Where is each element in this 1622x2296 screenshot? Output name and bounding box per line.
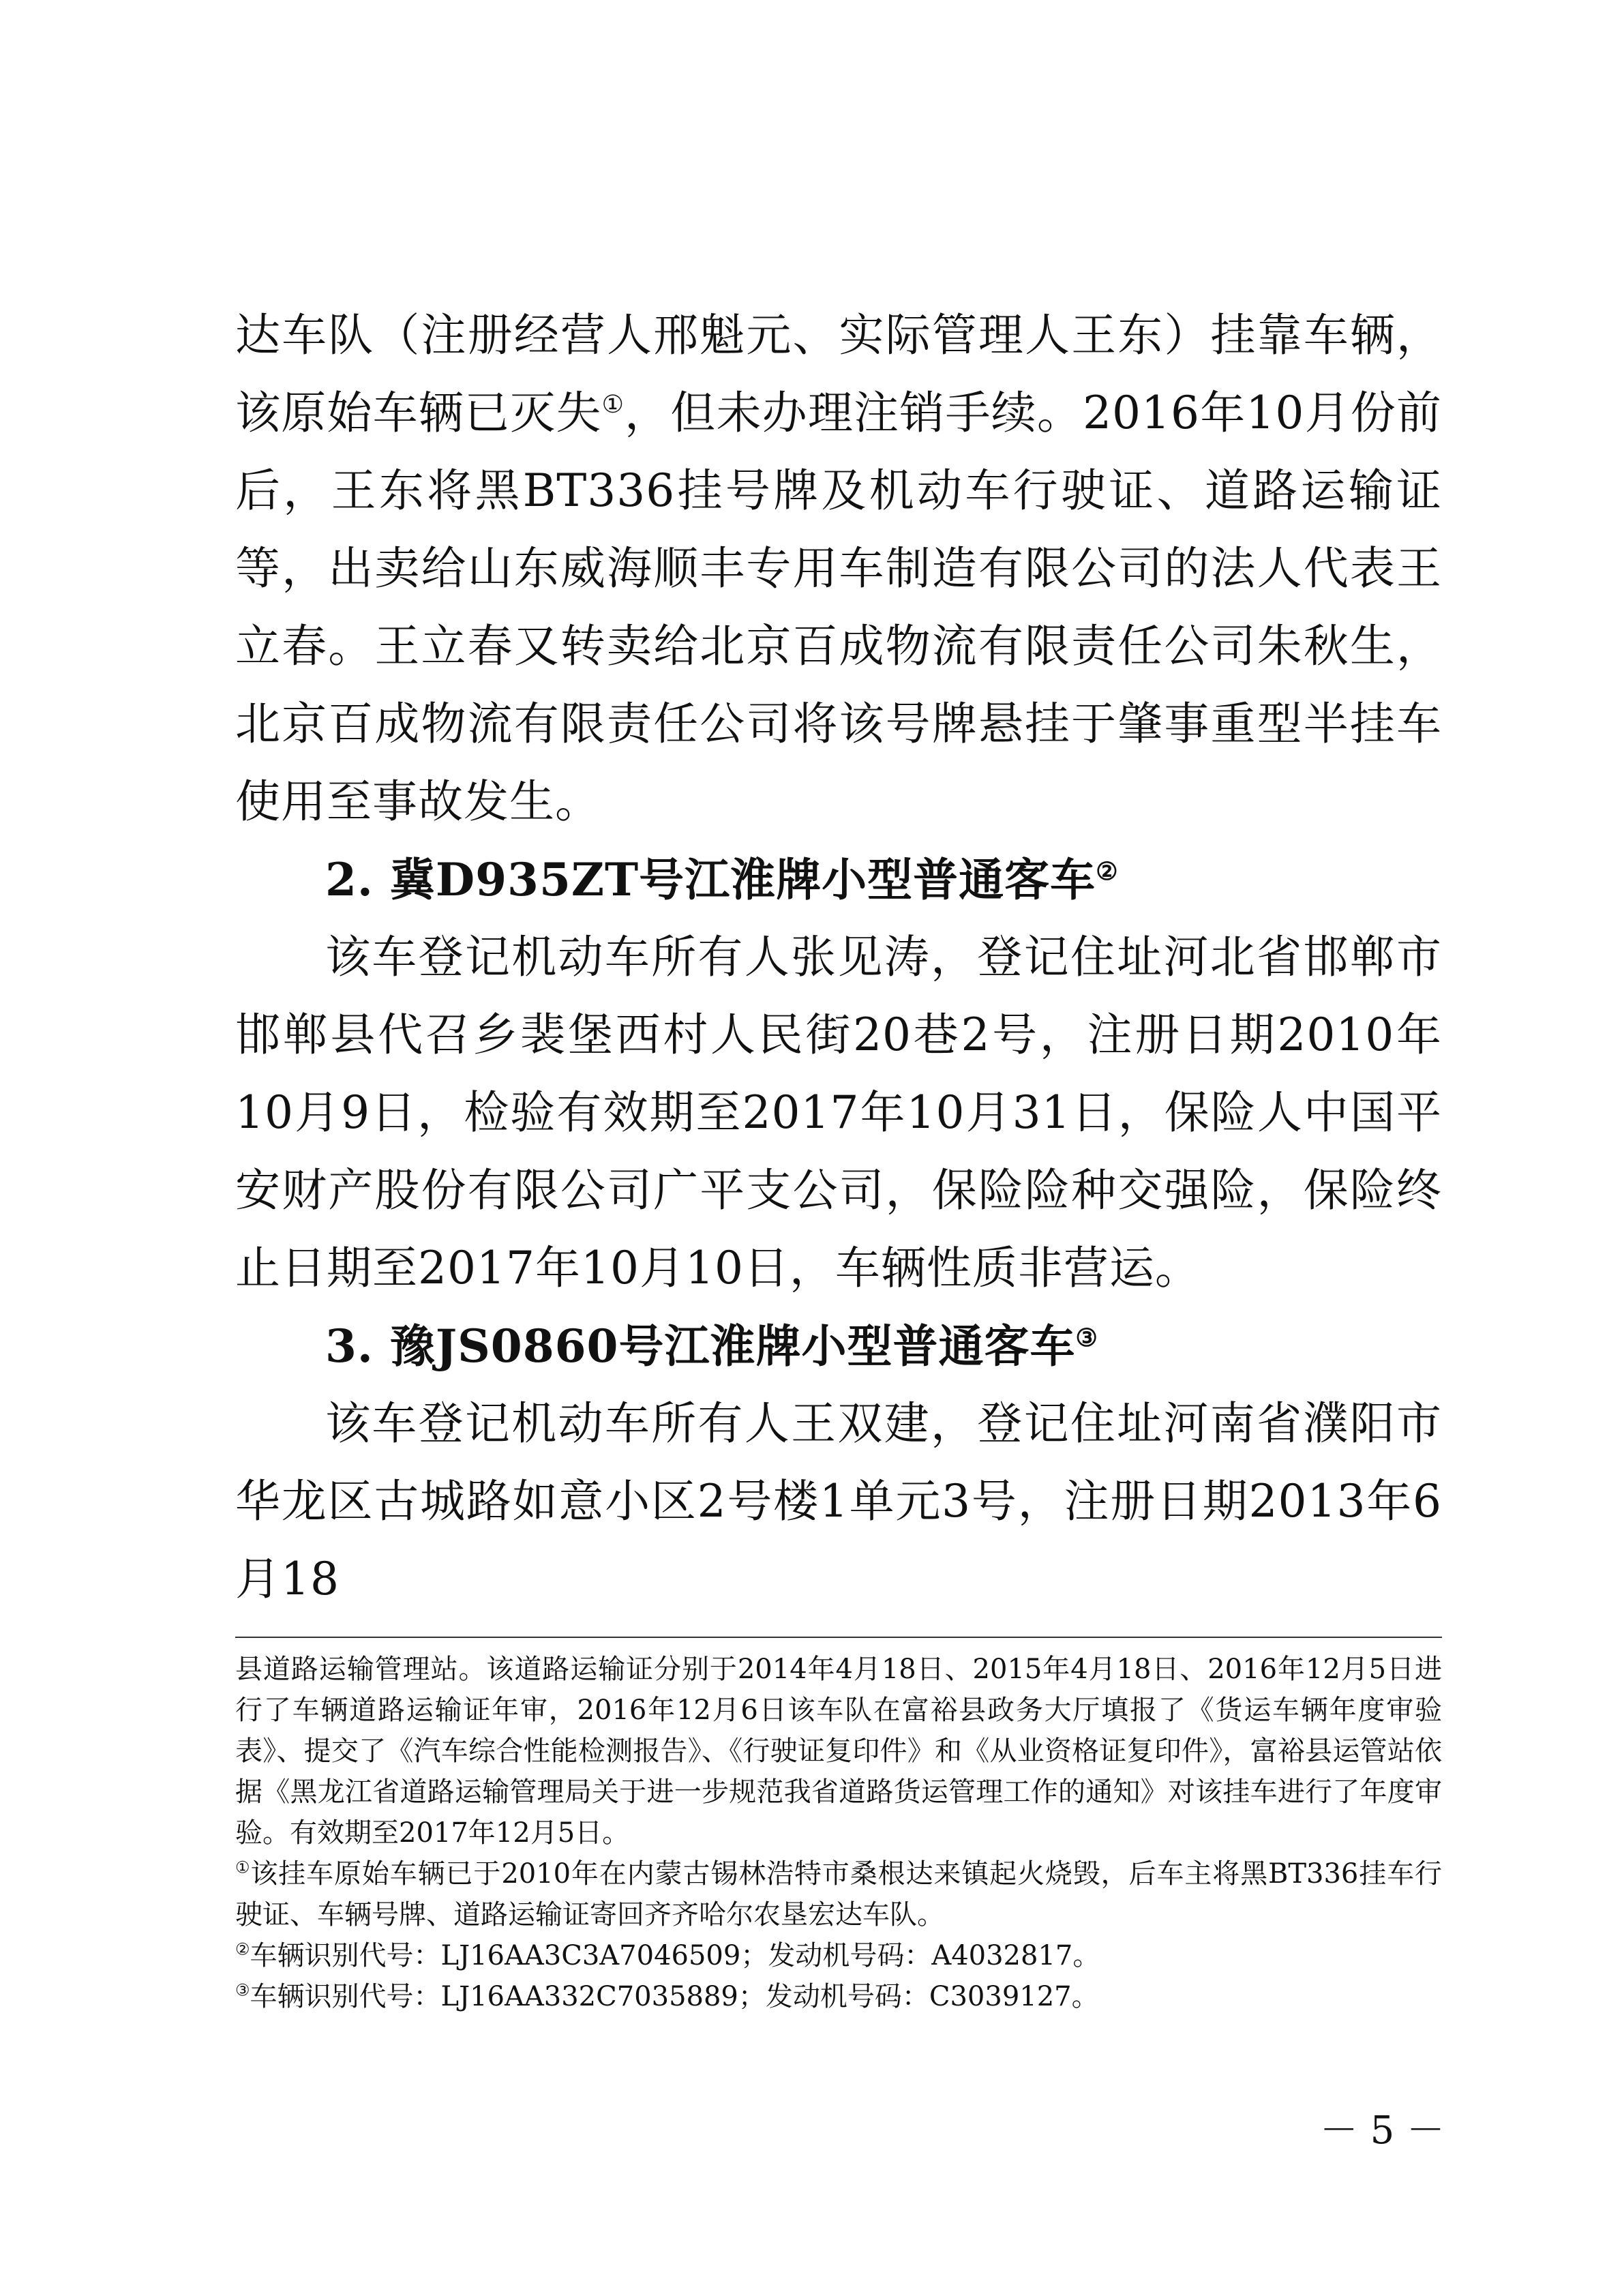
- footnote-separator: [235, 1637, 1442, 1638]
- footnote-1: ①该挂车原始车辆已于2010年在内蒙古锡林浩特市桑根达来镇起火烧毁，后车主将黑BT336挂车行驶证、车辆号牌、道路运输证寄回齐齐哈尔农垦宏达车队。: [235, 1858, 1443, 1930]
- heading-vehicle-2: 2. 冀D935ZT号江淮牌小型普通客车②: [325, 853, 1119, 906]
- footnote-continuation: 县道路运输管理站。该道路运输证分别于2014年4月18日、2015年4月18日、2016年12月5日进行了车辆道路运输证年审，2016年12月6日该车队在富裕县政务大厅填报了《货运车辆年度审验表》、提交了《汽车综合性能检测报告》、《行驶证复印件》和《从业资格证复印件》，富裕县运管站依据《黑龙江省道路运输管理局关于进一步规范我省道路货运管理工作的通知》对该挂车进行了年度审验。有效期至2017年12月5日。: [235, 1654, 1442, 1849]
- footnote-ref-3[interactable]: ③: [1075, 1324, 1098, 1352]
- footnote-ref-1[interactable]: ①: [601, 391, 625, 419]
- paragraph-1: 达车队（注册经营人邢魁元、实际管理人王东）挂靠车辆，该原始车辆已灭失①，但未办理注销手续。2016年10月份前后，王东将黑BT336挂号牌及机动车行驶证、道路运输证等，出卖给山东威海顺丰专用车制造有限公司的法人代表王立春。王立春又转卖给北京百成物流有限责任公司朱秋生，北京百成物流有限责任公司将该号牌悬挂于肇事重型半挂车使用至事故发生。: [235, 309, 1443, 828]
- footnotes: [235, 1649, 1442, 2017]
- footnote-2: ②车辆识别代号：LJ16AA3C3A7046509；发动机号码：A4032817。: [235, 1939, 1100, 1971]
- footnote-3: ③车辆识别代号：LJ16AA332C7035889；发动机号码：C3039127。: [235, 1980, 1099, 2012]
- body-text: [235, 297, 1442, 1618]
- page-number: － 5 －: [1319, 2108, 1445, 2153]
- paragraph-3: 该车登记机动车所有人王双建，登记住址河南省濮阳市华龙区古城路如意小区2号楼1单元3号，注册日期2013年6月18: [235, 1397, 1442, 1605]
- footnote-ref-2[interactable]: ②: [1096, 857, 1119, 886]
- heading-vehicle-3: 3. 豫JS0860号江淮牌小型普通客车③: [325, 1320, 1098, 1373]
- paragraph-2: 该车登记机动车所有人张见涛，登记住址河北省邯郸市邯郸县代召乡裴堡西村人民街20巷2号，注册日期2010年10月9日，检验有效期至2017年10月31日，保险人中国平安财产股份有限公司广平支公司，保险险种交强险，保险终止日期至2017年10月10日，车辆性质非营运。: [235, 931, 1442, 1294]
